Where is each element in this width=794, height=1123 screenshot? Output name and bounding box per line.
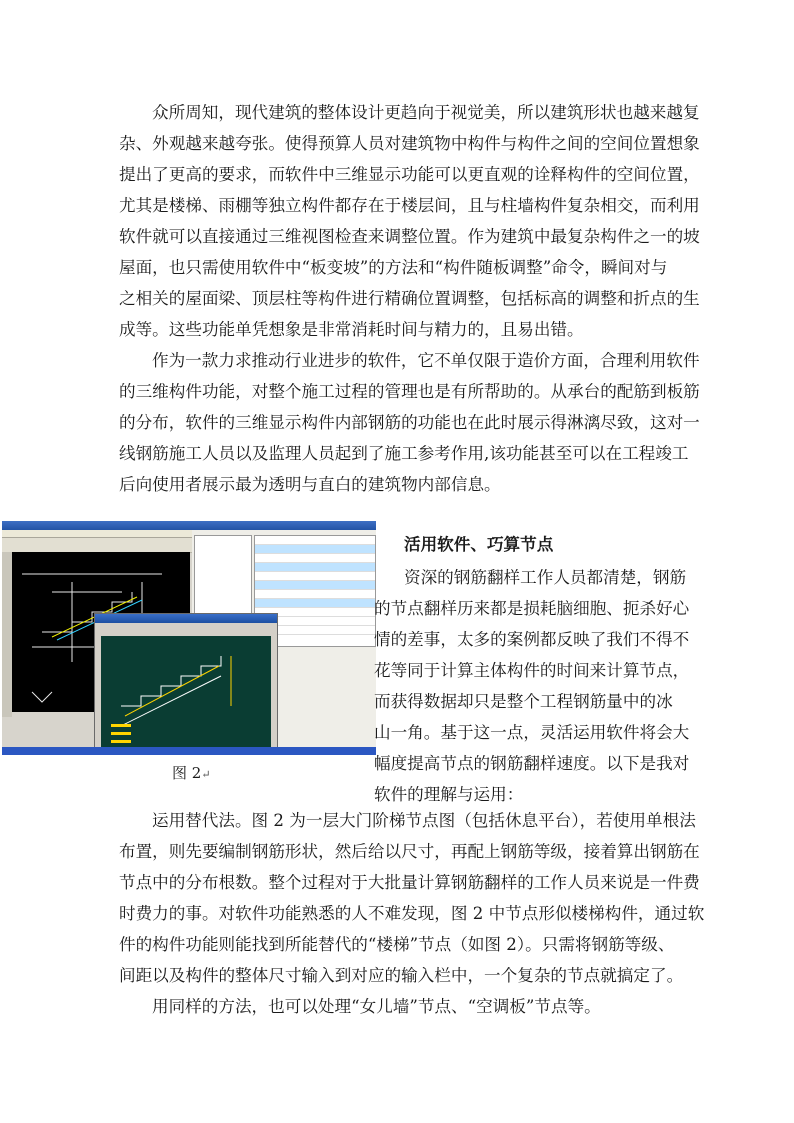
text-line: 杂、外观越来越夸张。使得预算人员对建筑物中构件与构件之间的空间位置想象 bbox=[119, 134, 700, 153]
cad-window-titlebar bbox=[2, 521, 192, 530]
text-line: 而获得数据却只是整个工程钢筋量中的冰 bbox=[374, 692, 673, 711]
stair-rebar-preview bbox=[101, 636, 271, 748]
text-line: 作为一款力求推动行业进步的软件，它不单仅限于造价方面，合理利用软件 bbox=[152, 351, 700, 370]
text-line: 花等同于计算主体构件的时间来计算节点， bbox=[374, 661, 690, 680]
text-line: 运用替代法。图 2 为一层大门阶梯节点图（包括休息平台），若使用单根法 bbox=[152, 811, 696, 830]
text-line: 间距以及构件的整体尺寸输入到对应的输入栏中，一个复杂的节点就搞定了。 bbox=[119, 966, 684, 985]
text-line: 情的差事，太多的案例都反映了我们不得不 bbox=[374, 630, 690, 649]
text-line: 提出了更高的要求，而软件中三维显示功能可以更直观的诠释构件的空间位置， bbox=[119, 165, 700, 184]
paragraph-mark: ↵ bbox=[201, 768, 211, 781]
software-screenshot-figure bbox=[2, 521, 376, 755]
text-line: 件的构件功能则能找到所能替代的“楼梯”节点（如图 2）。只需将钢筋等级、 bbox=[119, 935, 675, 954]
cad-toolbar bbox=[2, 538, 192, 553]
text-line: 的三维构件功能，对整个施工过程的管理也是有所帮助的。从承台的配筋到板筋 bbox=[119, 382, 700, 401]
figure-caption bbox=[172, 762, 211, 783]
text-line: 的分布，软件的三维显示构件内部钢筋的功能也在此时展示得淋漓尽致，这对一 bbox=[119, 413, 700, 432]
text-line: 成等。这些功能单凭想象是非常消耗时间与精力的，且易出错。 bbox=[119, 320, 584, 339]
text-line: 屋面，也只需使用软件中“板变坡”的方法和“构件随板调整”命令，瞬间对与 bbox=[119, 258, 668, 277]
dialog-titlebar bbox=[95, 614, 277, 623]
text-line: 时费力的事。对软件功能熟悉的人不难发现，图 2 中节点形似楼梯构件，通过软 bbox=[119, 904, 705, 923]
text-line: 软件的理解与运用： bbox=[374, 785, 524, 804]
text-line: 节点中的分布根数。整个过程对于大批量计算钢筋翻样的工作人员来说是一件费 bbox=[119, 873, 700, 892]
paragraph-node-intro bbox=[374, 562, 690, 810]
text-line: 线钢筋施工人员以及监理人员起到了施工参考作用,该功能甚至可以在工程竣工 bbox=[119, 444, 689, 463]
text-line: 软件就可以直接通过三维视图检查来调整位置。作为建筑中最复杂构件之一的坡 bbox=[119, 227, 700, 246]
text-line: 尤其是楼梯、雨棚等独立构件都存在于楼层间，且与柱墙构件复杂相交，而利用 bbox=[119, 196, 700, 215]
paragraph-intro bbox=[119, 97, 700, 345]
section-heading: 活用软件、巧算节点 bbox=[404, 534, 554, 554]
paragraph-other-nodes bbox=[119, 991, 674, 1022]
text-line: 山一角。基于这一点，灵活运用软件将会大 bbox=[374, 723, 690, 742]
windows-taskbar bbox=[2, 747, 376, 755]
text-line: 资深的钢筋翻样工作人员都清楚，钢筋 bbox=[404, 568, 687, 587]
cad-side-toolbar bbox=[2, 552, 12, 717]
caption-text: 图 2 bbox=[172, 764, 202, 782]
paragraph-substitution-method bbox=[119, 805, 705, 991]
text-line: 的节点翻样历来都是损耗脑细胞、扼杀好心 bbox=[374, 599, 690, 618]
text-line: 后向使用者展示最为透明与直白的建筑物内部信息。 bbox=[119, 475, 501, 494]
text-line: 用同样的方法，也可以处理“女儿墙”节点、“空调板”节点等。 bbox=[152, 997, 601, 1016]
text-line: 布置，则先要编制钢筋形状，然后给以尺寸，再配上钢筋等级，接着算出钢筋在 bbox=[119, 842, 700, 861]
stair-rebar-diagram bbox=[101, 636, 271, 748]
component-window-titlebar bbox=[192, 521, 376, 530]
text-line: 众所周知，现代建筑的整体设计更趋向于视觉美，所以建筑形状也越来越复 bbox=[152, 103, 700, 122]
text-line: 幅度提高节点的钢筋翻样速度。以下是我对 bbox=[374, 754, 690, 773]
cad-menubar bbox=[2, 530, 192, 538]
stair-node-dialog bbox=[94, 613, 278, 755]
paragraph-3d-components bbox=[119, 345, 700, 500]
text-line: 之相关的屋面梁、顶层柱等构件进行精确位置调整，包括标高的调整和折点的生 bbox=[119, 289, 700, 308]
